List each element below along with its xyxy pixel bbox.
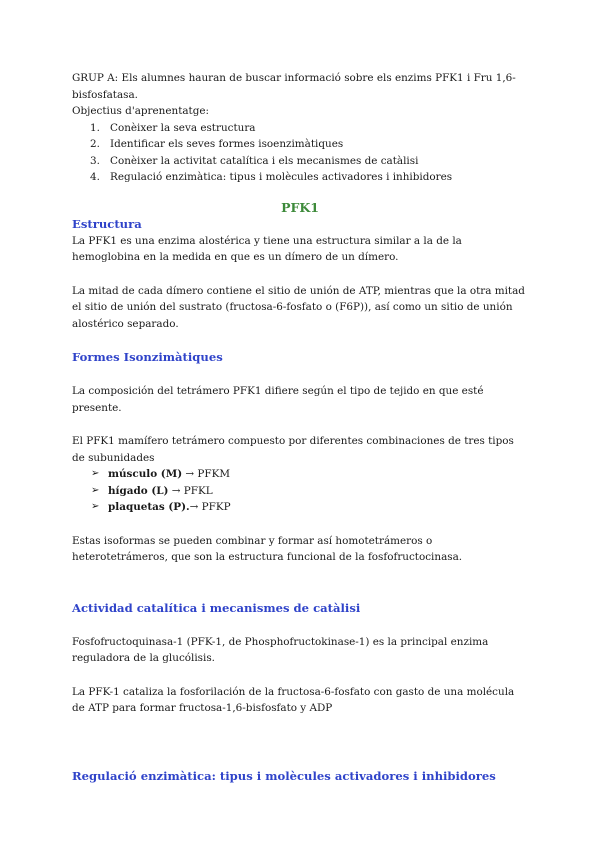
- formes-paragraph-2: El PFK1 mamífero tetrámero compuesto por diferentes combinaciones de tres tipos de subunidades: [72, 435, 514, 464]
- document-page: [72, 70, 528, 785]
- heading-estructura: Estructura: [72, 216, 142, 231]
- formes-paragraph-1: La composición del tetrámero PFK1 difiere según el tipo de tejido en que esté presente.: [72, 385, 484, 414]
- objectives-heading: Objectius d'aprenentatge:: [72, 105, 210, 117]
- activitat-paragraph-2: La PFK-1 cataliza la fosforilación de la fructosa-6-fosfato con gasto de una molécula de ATP para formar fructosa-1,6-bisfosfato y ADP: [72, 685, 515, 714]
- list-item: [72, 120, 528, 137]
- list-text: Conèixer la activitat catalítica i els mecanismes de catàlisi: [110, 154, 419, 167]
- list-item: [72, 136, 528, 153]
- tissue-name: músculo (M): [108, 468, 183, 480]
- page-title: PFK1: [281, 199, 319, 215]
- list-text: Identificar els seves formes isoenzimàtiques: [110, 138, 344, 150]
- tissue-code: PFKM: [197, 468, 231, 480]
- list-number: 1.: [90, 121, 100, 134]
- list-number: 3.: [90, 154, 100, 167]
- heading-regulacio: Regulació enzimàtica: tipus i molècules activadores i inhibidores: [72, 768, 496, 783]
- list-item: [72, 153, 528, 170]
- activitat-paragraph-1: Fosfofructoquinasa-1 (PFK-1, de Phosphofructokinase-1) es la principal enzima reguladora de la glucólisis.: [72, 635, 489, 664]
- intro-line-2: bisfosfatasa.: [72, 88, 138, 101]
- list-item: [72, 483, 528, 500]
- arrow-bullet-icon: ➢: [91, 468, 100, 479]
- list-item: [72, 466, 528, 483]
- estructura-paragraph-2: La mitad de cada dímero contiene el sitio de unión de ATP, mientras que la otra mitad el sitio de unión del sustrato (fructosa-6-fosfato o (F6P)), así como un sitio de unión alostérico separado.: [72, 284, 525, 330]
- arrow-bullet-icon: ➢: [91, 484, 100, 496]
- list-text: Conèixer la seva estructura: [110, 121, 256, 134]
- list-item: [72, 499, 528, 516]
- tissue-list: [72, 466, 528, 516]
- arrow-bullet-icon: ➢: [91, 501, 100, 512]
- list-item: [72, 169, 528, 186]
- list-number: 4.: [90, 171, 100, 183]
- formes-paragraph-3: Estas isoformas se pueden combinar y formar así homotetrámeros o heterotetrámeros, que son la estructura funcional de la fosfofructocinasa.: [72, 534, 463, 563]
- list-number: 2.: [90, 138, 100, 150]
- tissue-name: hígado (L): [108, 484, 169, 497]
- objectives-list: [72, 120, 528, 186]
- tissue-arrow: →: [182, 468, 198, 480]
- tissue-name: plaquetas (P).: [108, 501, 190, 513]
- tissue-arrow: →: [189, 501, 202, 513]
- tissue-arrow: →: [168, 484, 184, 497]
- list-text: Regulació enzimàtica: tipus i molècules activadores i inhibidores: [110, 171, 453, 183]
- tissue-code: PFKP: [201, 501, 231, 513]
- intro-section: [72, 70, 528, 186]
- estructura-paragraph-1: La PFK1 es una enzima alostérica y tiene una estructura similar a la de la hemoglobina en la medida en que es un dímero de un dímero.: [72, 234, 462, 263]
- heading-formes: Formes Isonzimàtiques: [72, 350, 223, 364]
- intro-line-1: GRUP A: Els alumnes hauran de buscar informació sobre els enzims PFK1 i Fru 1,6-: [72, 72, 516, 84]
- tissue-code: PFKL: [183, 484, 213, 497]
- heading-activitat: Actividad catalítica i mecanismes de catàlisi: [72, 600, 361, 615]
